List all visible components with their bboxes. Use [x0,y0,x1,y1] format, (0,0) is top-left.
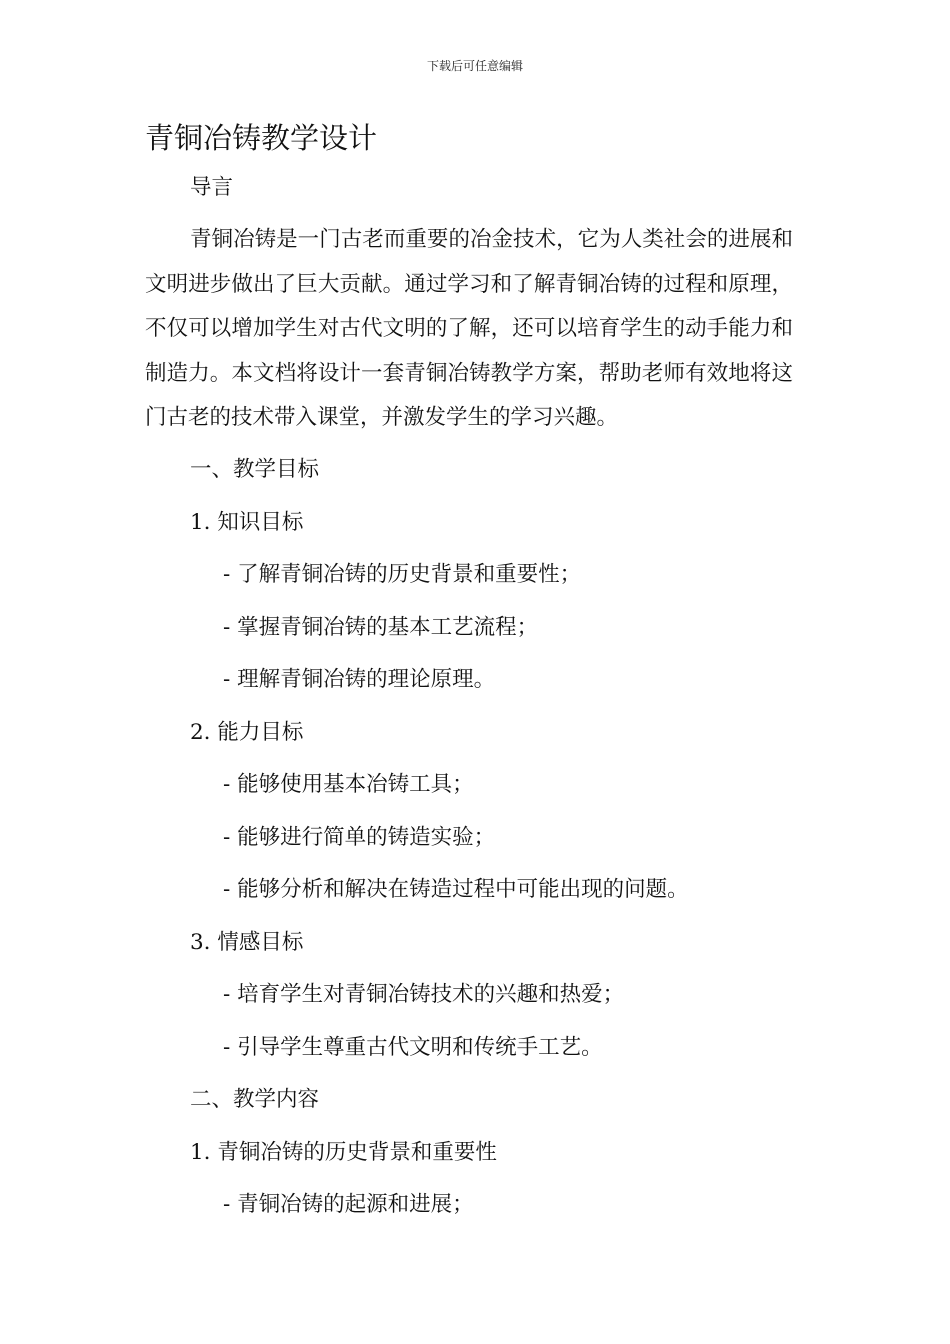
list-item: - 理解青铜冶铸的理论原理。 [223,667,496,692]
list-item: - 青铜冶铸的起源和进展； [223,1192,474,1217]
subsection-heading-knowledge-goals: 1. 知识目标 [190,510,304,535]
intro-paragraph: 青铜冶铸是一门古老而重要的冶金技术，它为人类社会的进展和文明进步做出了巨大贡献。通过学习和了解青铜冶铸的过程和原理，不仅可以增加学生对古代文明的了解，还可以培育学生的动手能力和制造力。本文档将设计一套青铜冶铸教学方案，帮助老师有效地将这门古老的技术带入课堂，并激发学生的学习兴趣。 [145,227,793,430]
section-heading-teaching-content: 二、教学内容 [190,1087,320,1112]
document-title: 青铜冶铸教学设计 [145,121,378,155]
section-heading-teaching-goals: 一、教学目标 [190,457,320,482]
subsection-heading-ability-goals: 2. 能力目标 [190,720,304,745]
subsection-heading-emotional-goals: 3. 情感目标 [190,930,304,955]
list-item: - 能够进行简单的铸造实验； [223,825,496,850]
page-header-note: 下载后可任意编辑 [426,59,523,73]
list-item: - 掌握青铜冶铸的基本工艺流程； [223,615,539,640]
list-item: - 能够使用基本冶铸工具； [223,772,474,797]
subsection-heading-history-background: 1. 青铜冶铸的历史背景和重要性 [190,1140,497,1165]
intro-label: 导言 [190,175,234,200]
list-item: - 能够分析和解决在铸造过程中可能出现的问题。 [223,877,689,902]
list-item: - 了解青铜冶铸的历史背景和重要性； [223,562,582,587]
list-item: - 培育学生对青铜冶铸技术的兴趣和热爱； [223,982,625,1007]
list-item: - 引导学生尊重古代文明和传统手工艺。 [223,1035,603,1060]
